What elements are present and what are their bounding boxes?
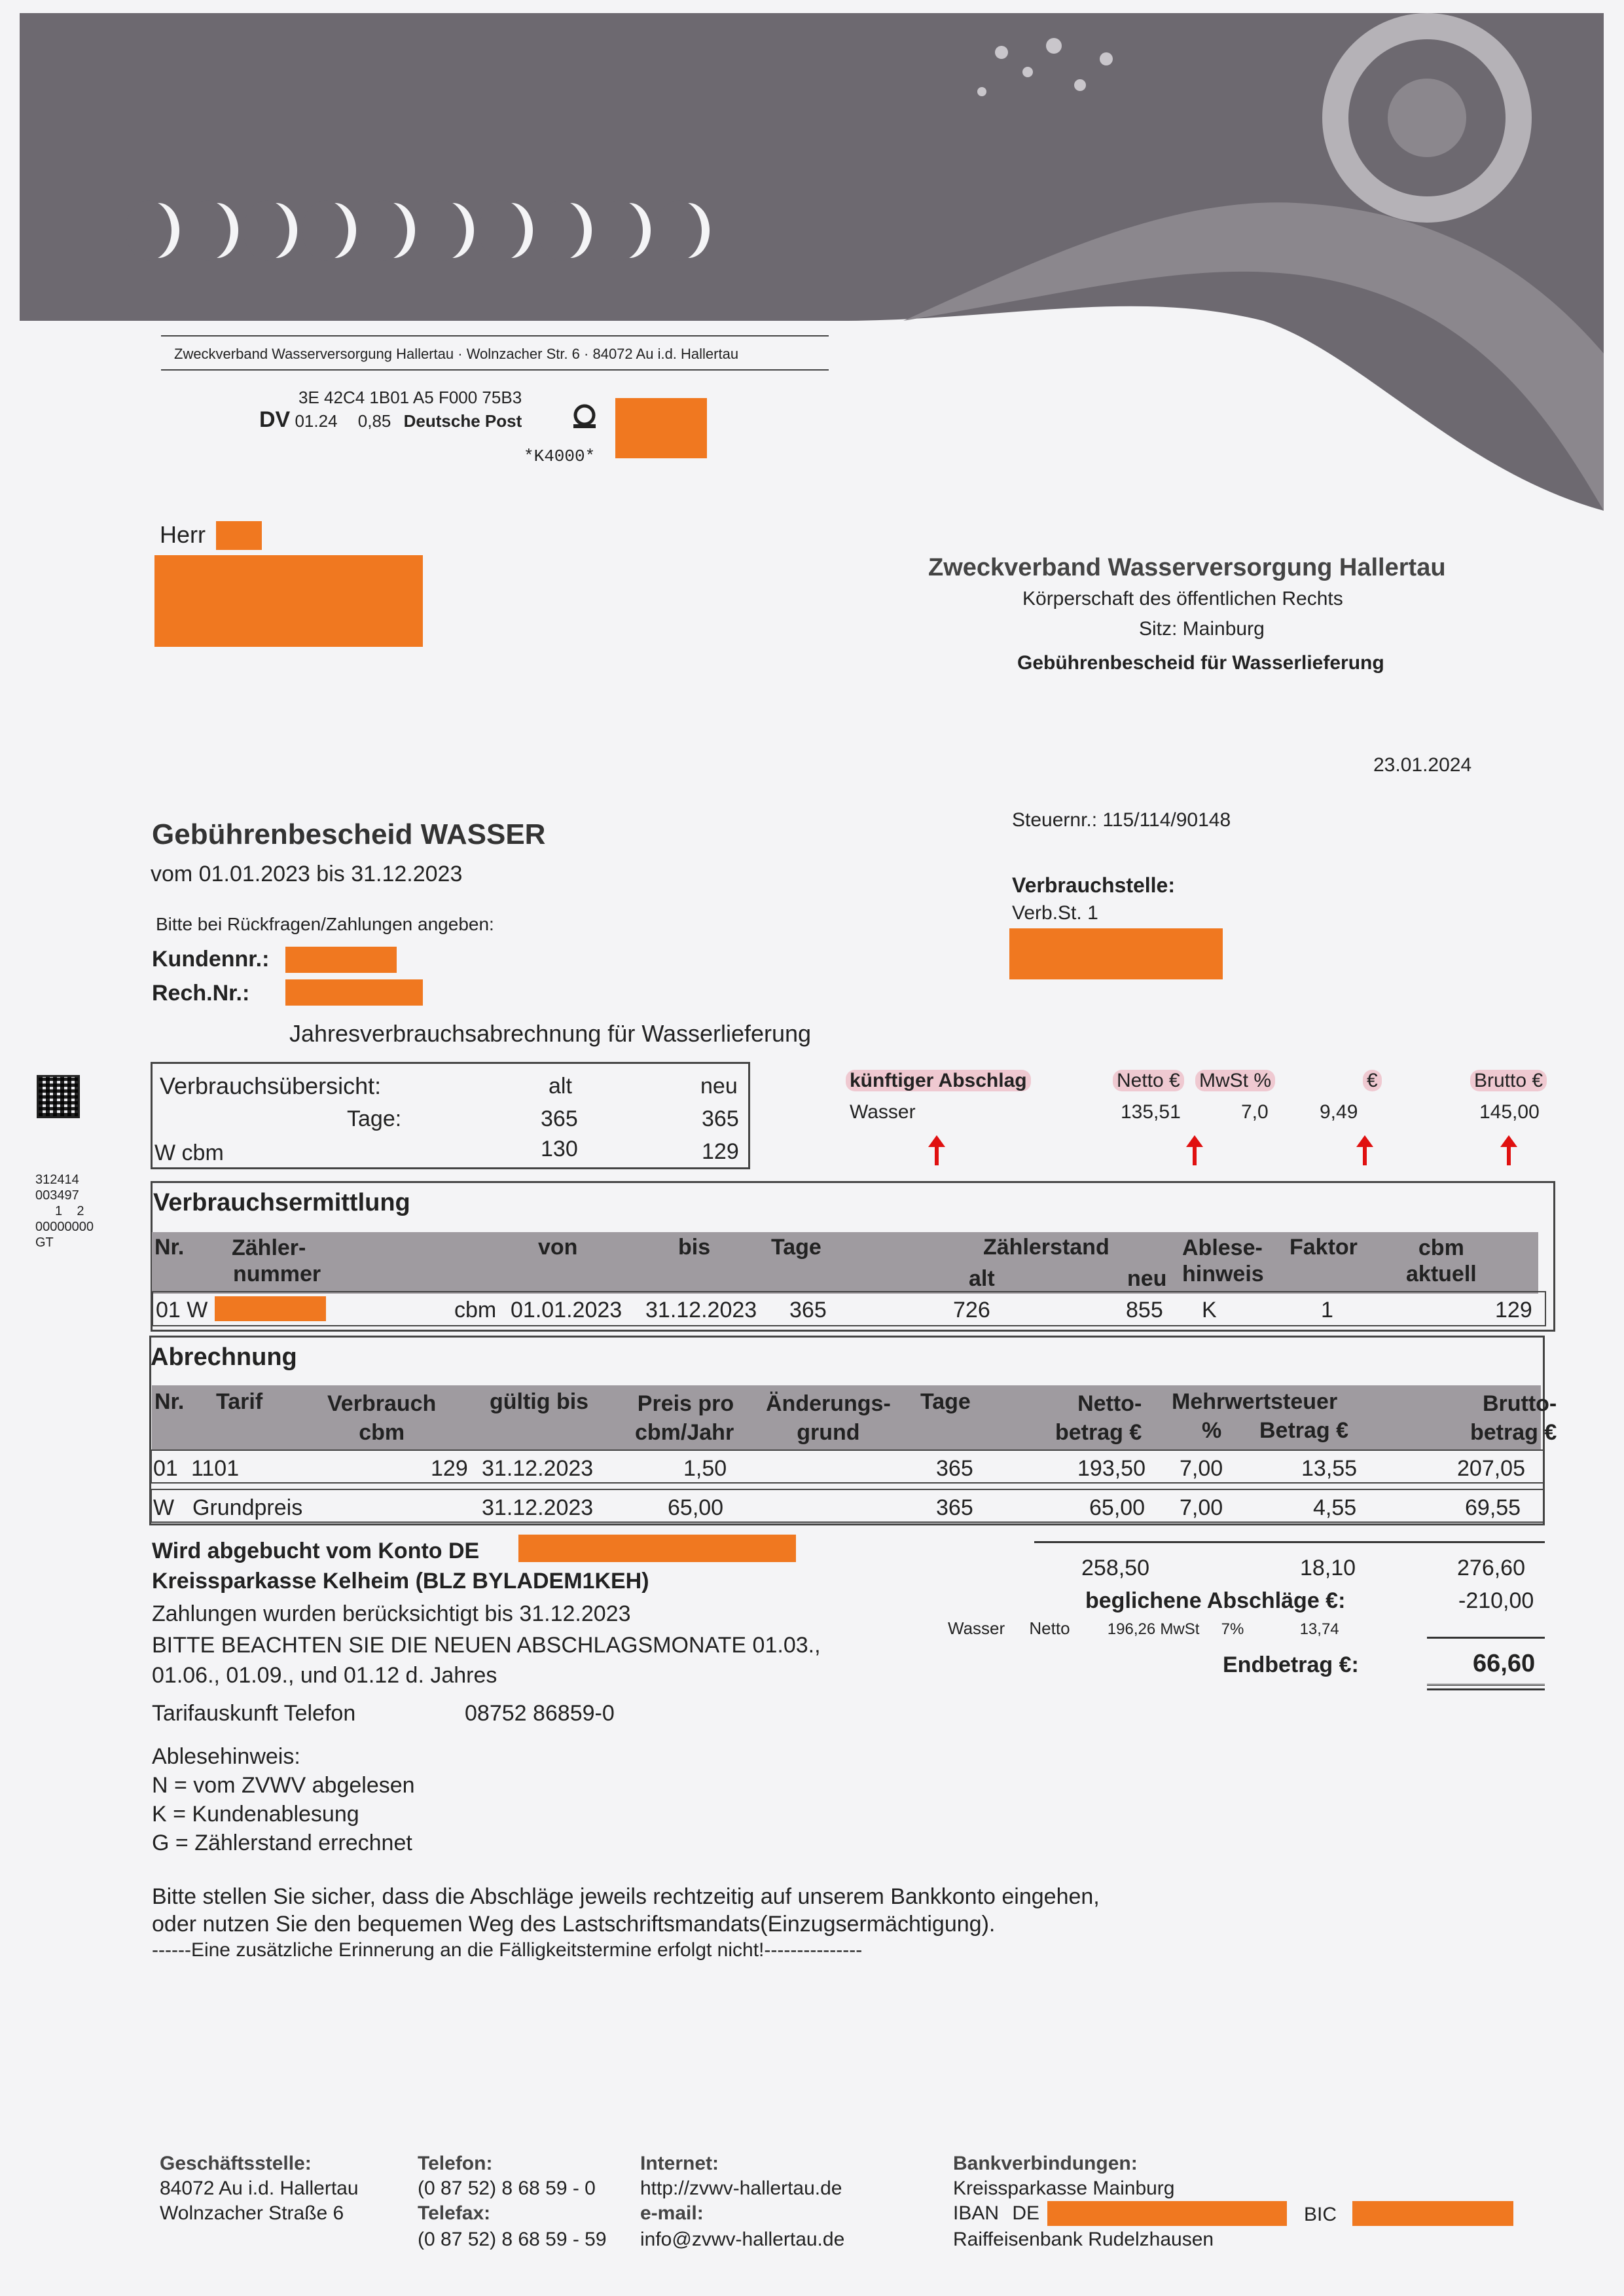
meter-h-zaehler-2: nummer xyxy=(233,1262,321,1286)
billing-title: Abrechnung xyxy=(151,1343,297,1371)
billing-h-tage: Tage xyxy=(920,1389,971,1414)
meter-h-zaehler-1: Zähler- xyxy=(232,1235,306,1260)
postage-id: *K4000* xyxy=(524,446,596,466)
doc-type: Gebührenbescheid für Wasserlieferung xyxy=(1017,652,1384,674)
postage-carrier: Deutsche Post xyxy=(403,411,522,431)
billing-row-betrag: 13,55 xyxy=(1301,1456,1358,1481)
footer-mail-link[interactable]: info@zvwv-hallertau.de xyxy=(640,2229,845,2250)
meter-row-hinweis: K xyxy=(1202,1298,1217,1322)
billing-row-pct: 7,00 xyxy=(1180,1495,1223,1520)
payments-considered: Zahlungen wurden berücksichtigt bis 31.12.2023 xyxy=(152,1601,631,1626)
footer-bic-label: BIC xyxy=(1304,2204,1337,2225)
footer-fax-label: Telefax: xyxy=(418,2202,491,2224)
billing-h-verbrauch-1: Verbrauch xyxy=(327,1391,437,1416)
org-name: Zweckverband Wasserversorgung Hallertau xyxy=(928,554,1446,581)
org-type: Körperschaft des öffentlichen Rechts xyxy=(1022,588,1343,610)
posthorn-icon xyxy=(568,401,601,433)
reading-hints-title: Ablesehinweis: xyxy=(152,1744,300,1769)
postage-line xyxy=(259,407,522,433)
meter-h-ablese-2: hinweis xyxy=(1182,1262,1264,1286)
meter-row-faktor: 1 xyxy=(1321,1298,1333,1322)
postage-amount: 0,85 xyxy=(357,411,391,431)
water-pct: 7% xyxy=(1221,1620,1244,1638)
total-rule xyxy=(1427,1637,1545,1639)
billing-row-tarif: 1101 xyxy=(191,1456,240,1481)
total-double-rule xyxy=(1427,1684,1545,1690)
billing-h-preis xyxy=(635,1389,734,1447)
redacted-footer-iban xyxy=(1047,2201,1287,2226)
side-codes xyxy=(35,1172,94,1250)
paid-label: beglichene Abschläge €: xyxy=(1085,1588,1346,1613)
footer-phone-label: Telefon: xyxy=(418,2153,493,2174)
billing-row-brutto: 69,55 xyxy=(1465,1495,1521,1520)
customer-label: Kundennr.: xyxy=(152,947,270,972)
meter-row-nr: 01 W xyxy=(156,1298,208,1322)
future-header-netto-text: Netto € xyxy=(1113,1070,1184,1091)
side-code: 003497 xyxy=(35,1188,79,1203)
notice-line-1: BITTE BEACHTEN SIE DIE NEUEN ABSCHLAGSMONATE 01.03., xyxy=(152,1633,821,1658)
future-header-label xyxy=(846,1070,1031,1092)
footer-web-link[interactable]: http://zvwv-hallertau.de xyxy=(640,2178,842,2199)
meter-h-zaehler xyxy=(232,1235,321,1287)
future-header-netto xyxy=(1113,1070,1184,1092)
meter-h-ablese xyxy=(1182,1235,1264,1287)
arrow-up-icon xyxy=(1185,1135,1204,1165)
billing-h-verbrauch xyxy=(327,1389,436,1447)
overview-neu-header: neu xyxy=(700,1074,738,1099)
overview-title: Verbrauchsübersicht: xyxy=(160,1072,382,1099)
bill-note: Bitte bei Rückfragen/Zahlungen angeben: xyxy=(156,914,494,934)
future-header-brutto-text: Brutto € xyxy=(1470,1070,1547,1091)
meter-h-nr: Nr. xyxy=(154,1235,185,1260)
billing-row-netto: 193,50 xyxy=(1077,1456,1146,1481)
billing-row-pct: 7,00 xyxy=(1180,1456,1223,1481)
billing-row-gueltig: 31.12.2023 xyxy=(482,1495,594,1520)
meter-h-faktor: Faktor xyxy=(1290,1235,1358,1260)
billing-h-aend-1: Änderungs- xyxy=(766,1391,891,1416)
billing-row-tage: 365 xyxy=(936,1456,973,1481)
meter-title: Verbrauchsermittlung xyxy=(153,1189,410,1216)
tariff-info-label: Tarifauskunft Telefon xyxy=(152,1701,356,1726)
sum-brutto: 276,60 xyxy=(1457,1556,1525,1580)
redacted-invoice-number xyxy=(285,979,423,1006)
footer-phone: (0 87 52) 8 68 59 - 0 xyxy=(418,2178,596,2199)
arrow-up-icon xyxy=(927,1135,947,1165)
arrow-up-icon xyxy=(1355,1135,1375,1165)
tariff-info-phone: 08752 86859-0 xyxy=(465,1701,615,1726)
postage-code: 3E 42C4 1B01 A5 F000 75B3 xyxy=(298,388,522,407)
meter-h-cbm-1: cbm xyxy=(1418,1235,1464,1260)
reading-hint-g: G = Zählerstand errechnet xyxy=(152,1831,412,1855)
site-id: Verb.St. 1 xyxy=(1012,902,1098,924)
total-amount: 66,60 xyxy=(1473,1650,1536,1677)
debit-bank: Kreissparkasse Kelheim (BLZ BYLADEM1KEH) xyxy=(152,1569,649,1594)
meter-h-von: von xyxy=(538,1235,578,1260)
meter-row xyxy=(152,1291,1546,1326)
org-seat: Sitz: Mainburg xyxy=(1139,618,1265,640)
meter-h-alt: alt xyxy=(969,1266,995,1291)
doc-date: 23.01.2024 xyxy=(1373,754,1472,776)
water-netto: 196,26 xyxy=(1107,1620,1156,1638)
qr-code xyxy=(37,1075,80,1118)
water-tax-line xyxy=(948,1618,1339,1639)
sum-netto: 258,50 xyxy=(1081,1556,1149,1580)
meter-row-cbm: 129 xyxy=(1495,1298,1532,1322)
redacted-recipient-name xyxy=(216,521,262,550)
closing-line-3: ------Eine zusätzliche Erinnerung an die Fälligkeitstermine erfolgt nicht!--------------- xyxy=(152,1939,863,1961)
redacted-postage-code xyxy=(615,398,707,458)
overview-cbm-neu: 129 xyxy=(702,1139,739,1164)
billing-h-netto-1: Netto- xyxy=(1077,1391,1142,1416)
meter-row-alt: 726 xyxy=(953,1298,990,1322)
debit-text: Wird abgebucht vom Konto DE xyxy=(152,1539,480,1563)
billing-h-brutto-2: betrag € xyxy=(1470,1420,1557,1445)
recipient-salutation: Herr xyxy=(160,521,206,548)
consumption-site-label: Verbrauchstelle: xyxy=(1012,873,1175,897)
footer-iban-label: IBAN xyxy=(953,2202,1000,2224)
header-wave-band xyxy=(20,13,1604,511)
paid-amount: -210,00 xyxy=(1458,1588,1534,1613)
footer-office-city: 84072 Au i.d. Hallertau xyxy=(160,2178,359,2199)
future-mwst: 7,0 xyxy=(1241,1101,1269,1123)
water-mwst-label: MwSt xyxy=(1160,1620,1200,1638)
billing-h-nr: Nr. xyxy=(154,1389,185,1414)
invoice-label: Rech.Nr.: xyxy=(152,981,250,1006)
meter-row-bis: 31.12.2023 xyxy=(645,1298,757,1322)
reading-hint-n: N = vom ZVWV abgelesen xyxy=(152,1773,415,1798)
side-code: 1 2 xyxy=(55,1204,84,1218)
billing-h-pct: % xyxy=(1202,1418,1222,1443)
closing-line-2: oder nutzen Sie den bequemen Weg des Lastschriftsmandats(Einzugsermächtigung). xyxy=(152,1912,996,1937)
meter-row-tage: 365 xyxy=(789,1298,827,1322)
billing-row-nr: 01 xyxy=(153,1456,178,1481)
future-header-brutto xyxy=(1470,1070,1547,1092)
billing-row-netto: 65,00 xyxy=(1089,1495,1146,1520)
arrow-up-icon xyxy=(1499,1135,1519,1165)
meter-row-neu: 855 xyxy=(1126,1298,1163,1322)
redacted-recipient-address xyxy=(154,555,423,647)
future-header-mwst xyxy=(1195,1070,1275,1092)
footer-mail-label: e-mail: xyxy=(640,2202,704,2224)
billing-row-verbrauch: 129 xyxy=(431,1456,468,1481)
billing-row-gueltig: 31.12.2023 xyxy=(482,1456,594,1481)
footer-web-label: Internet: xyxy=(640,2153,719,2174)
redacted-customer-number xyxy=(285,947,397,973)
billing-h-netto xyxy=(1055,1389,1142,1447)
redacted-iban xyxy=(518,1535,796,1562)
closing-line-1: Bitte stellen Sie sicher, dass die Abschläge jeweils rechtzeitig auf unserem Bankkonto eingehen, xyxy=(152,1884,1100,1909)
footer-iban-line xyxy=(953,2202,1039,2225)
meter-h-neu: neu xyxy=(1127,1266,1167,1291)
water-netto-label: Netto xyxy=(1029,1618,1070,1638)
footer-fax: (0 87 52) 8 68 59 - 59 xyxy=(418,2229,607,2250)
meter-h-ablese-1: Ablese- xyxy=(1182,1235,1263,1260)
reading-hint-k: K = Kundenablesung xyxy=(152,1802,359,1827)
meter-row-unit: cbm xyxy=(454,1298,497,1322)
meter-row-von: 01.01.2023 xyxy=(511,1298,623,1322)
sum-mwst: 18,10 xyxy=(1300,1556,1356,1580)
overview-cbm-alt: 130 xyxy=(541,1137,578,1161)
water-label: Wasser xyxy=(948,1618,1005,1638)
footer-bank-label: Bankverbindungen: xyxy=(953,2153,1138,2174)
annual-statement: Jahresverbrauchsabrechnung für Wasserlieferung xyxy=(289,1020,812,1047)
redacted-site-address xyxy=(1009,928,1223,979)
billing-h-aend xyxy=(766,1389,891,1447)
billing-row-tarif: Grundpreis xyxy=(192,1495,303,1520)
bill-title: Gebührenbescheid WASSER xyxy=(152,818,546,850)
future-brutto: 145,00 xyxy=(1479,1101,1540,1123)
future-eur: 9,49 xyxy=(1320,1101,1358,1123)
billing-row-betrag: 4,55 xyxy=(1313,1495,1357,1520)
billing-h-preis-2: cbm/Jahr xyxy=(635,1420,734,1445)
footer-office-street: Wolnzacher Straße 6 xyxy=(160,2202,344,2224)
billing-row-brutto: 207,05 xyxy=(1457,1456,1525,1481)
sender-line: Zweckverband Wasserversorgung Hallertau · Wolnzacher Str. 6 · 84072 Au i.d. Hallertau xyxy=(161,335,829,371)
meter-h-cbm xyxy=(1406,1235,1477,1287)
overview-days-alt: 365 xyxy=(541,1106,578,1131)
notice-line-2: 01.06., 01.09., und 01.12 d. Jahres xyxy=(152,1663,497,1688)
meter-h-tage: Tage xyxy=(771,1235,821,1260)
dv-date: 01.24 xyxy=(295,411,338,431)
redacted-meter-number xyxy=(215,1296,326,1321)
billing-row-tage: 365 xyxy=(936,1495,973,1520)
billing-h-tarif: Tarif xyxy=(216,1389,263,1414)
future-header-eur-text: € xyxy=(1363,1070,1382,1091)
future-header-label-text: künftiger Abschlag xyxy=(846,1070,1031,1091)
billing-h-brutto-1: Brutto- xyxy=(1482,1391,1557,1416)
future-row-label: Wasser xyxy=(850,1101,916,1123)
tax-number: Steuernr.: 115/114/90148 xyxy=(1012,809,1231,831)
overview-alt-header: alt xyxy=(549,1074,572,1099)
billing-h-verbrauch-2: cbm xyxy=(359,1420,405,1445)
billing-h-brutto xyxy=(1470,1389,1557,1447)
billing-h-preis-1: Preis pro xyxy=(637,1391,734,1416)
future-netto: 135,51 xyxy=(1121,1101,1181,1123)
billing-h-mwst: Mehrwertsteuer xyxy=(1172,1389,1338,1414)
side-code: GT xyxy=(35,1235,54,1250)
meter-h-stand: Zählerstand xyxy=(983,1235,1110,1260)
future-header-eur xyxy=(1363,1070,1382,1092)
footer-office-label: Geschäftsstelle: xyxy=(160,2153,312,2174)
billing-h-netto-2: betrag € xyxy=(1055,1420,1142,1445)
footer-bank-1: Kreissparkasse Mainburg xyxy=(953,2178,1175,2199)
footer-iban-prefix: DE xyxy=(1012,2202,1040,2224)
billing-row-preis: 1,50 xyxy=(683,1456,727,1481)
billing-h-betrag: Betrag € xyxy=(1259,1418,1349,1443)
redacted-footer-bic xyxy=(1352,2201,1513,2226)
billing-h-gueltig: gültig bis xyxy=(490,1389,589,1414)
water-mwst: 13,74 xyxy=(1299,1620,1339,1638)
side-code: 00000000 xyxy=(35,1220,94,1234)
overview-unit: W cbm xyxy=(154,1140,224,1165)
dv-label: DV xyxy=(259,407,291,432)
overview-days-label: Tage: xyxy=(347,1106,402,1131)
billing-row-preis: 65,00 xyxy=(668,1495,724,1520)
totals-rule xyxy=(1034,1541,1545,1543)
side-code: 312414 xyxy=(35,1173,79,1187)
billing-h-aend-2: grund xyxy=(797,1420,860,1445)
future-header-mwst-text: MwSt % xyxy=(1195,1070,1275,1091)
overview-days-neu: 365 xyxy=(702,1106,739,1131)
meter-h-bis: bis xyxy=(678,1235,711,1260)
footer-bank-2: Raiffeisenbank Rudelzhausen xyxy=(953,2229,1214,2250)
total-label: Endbetrag €: xyxy=(1223,1652,1359,1677)
billing-row-nr: W xyxy=(153,1495,175,1520)
meter-h-cbm-2: aktuell xyxy=(1406,1262,1477,1286)
bill-period: vom 01.01.2023 bis 31.12.2023 xyxy=(151,862,463,886)
